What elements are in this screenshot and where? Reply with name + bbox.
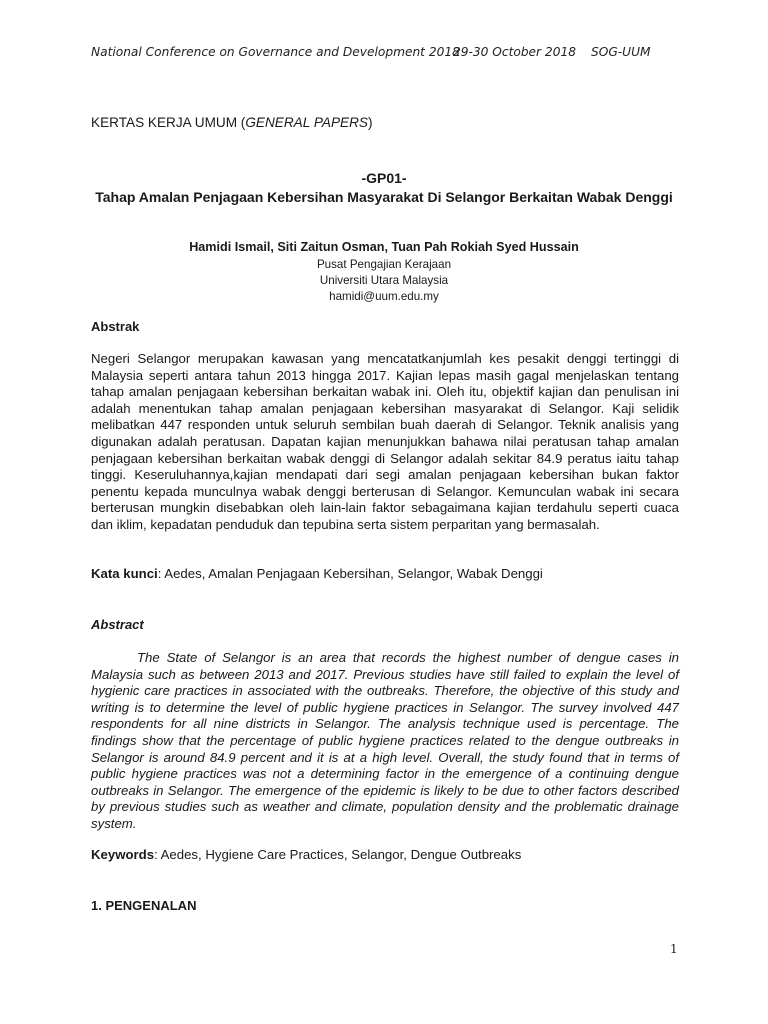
header-date: 29-30 October 2018 xyxy=(453,45,576,59)
page-number: 1 xyxy=(670,942,678,956)
section-label: KERTAS KERJA UMUM ( xyxy=(91,115,246,130)
header-conference: National Conference on Governance and Development 2018 xyxy=(91,45,460,59)
affiliation-university: Universiti Utara Malaysia xyxy=(319,274,449,287)
abstrak-text: Negeri Selangor merupakan kawasan yang mencatatkanjumlah kes pesakit denggi tertinggi di Malaysia seperti antara tahun 2013 hingga 2017. Kajian lepas masih gagal menjelaskan tentang tahap amalan penjagaan kebersihan berkaitan wabak ini. Oleh itu, objektif kajian dan penulisan ini adalah menentukan tahap amalan penjagaan kebersihan masyarakat di Selangor. Kaji selidik melibatkan 447 responden untuk seluruh sembilan buah daerah di Selangor. Teknik analisis yang digunakan adalah peratusan. Dapatan kajian menunjukkan bahawa nilai peratusan tahap amalan penjagaan kebersihan berkaitan wabak denggi di Selangor adalah sekitar 84.9 peratus iaitu tahap tinggi. Keseruluhannya,kajian mendapati dari segi amalan penjagaan kebersihan bukan faktor penentu kepada munculnya wabak denggi berterusan di Selangor. Kemunculan wabak ini secara berterusan mungkin disebabkan oleh lain-lain faktor sebagaimana kajian terdahulu seperti cuaca dan iklim, kepadatan penduduk dan tepubina serta sistem perparitan yang bermasalah. xyxy=(91,351,679,532)
section-label-end: ) xyxy=(368,115,373,130)
keywords-label: Keywords xyxy=(91,847,155,862)
keywords-values: : Aedes, Hygiene Care Practices, Selangor, Dengue Outbreaks xyxy=(154,847,522,862)
paper-title: Tahap Amalan Penjagaan Kebersihan Masyarakat Di Selangor Berkaitan Wabak Denggi xyxy=(95,189,673,205)
abstrak-heading: Abstrak xyxy=(91,319,140,334)
kata-kunci xyxy=(91,566,679,581)
affiliation-email: hamidi@uum.edu.my xyxy=(329,290,439,303)
intro-heading: 1. PENGENALAN xyxy=(91,898,197,913)
kata-kunci-label: Kata kunci xyxy=(91,566,158,581)
abstract-text: The State of Selangor is an area that records the highest number of dengue cases in Malaysia such as between 2013 and 2017. Previous studies have still failed to explain the level of hygienic care practices in associated with the outbreaks. Therefore, the objective of this study and writing is to determine the level of public hygiene practices in Selangor. The survey involved 447 respondents for all nine districts in Selangor. The analysis technique used is percentage. The findings show that the percentage of public hygiene practices related to the dengue outbreaks in Selangor is around 84.9 percent and it is at a high level. Overall, the study found that in terms of public hygiene practices was not a determining factor in the emergence of a continuing dengue outbreaks in Selangor. The emergence of the epidemic is likely to be due to other factors described by previous studies such as weather and climate, population density and the problematic drainage system. xyxy=(91,650,679,831)
affiliation-dept: Pusat Pengajian Kerajaan xyxy=(316,258,452,271)
section-label-italic: GENERAL PAPERS xyxy=(245,115,368,130)
paper-code: -GP01- xyxy=(361,170,407,186)
kata-kunci-values: : Aedes, Amalan Penjagaan Kebersihan, Selangor, Wabak Denggi xyxy=(157,566,543,581)
header-organizer: SOG-UUM xyxy=(591,45,651,59)
abstract-heading: Abstract xyxy=(91,617,144,632)
paper-authors: Hamidi Ismail, Siti Zaitun Osman, Tuan Pah Rokiah Syed Hussain xyxy=(189,240,579,254)
section-heading xyxy=(91,115,373,130)
keywords xyxy=(91,847,679,862)
